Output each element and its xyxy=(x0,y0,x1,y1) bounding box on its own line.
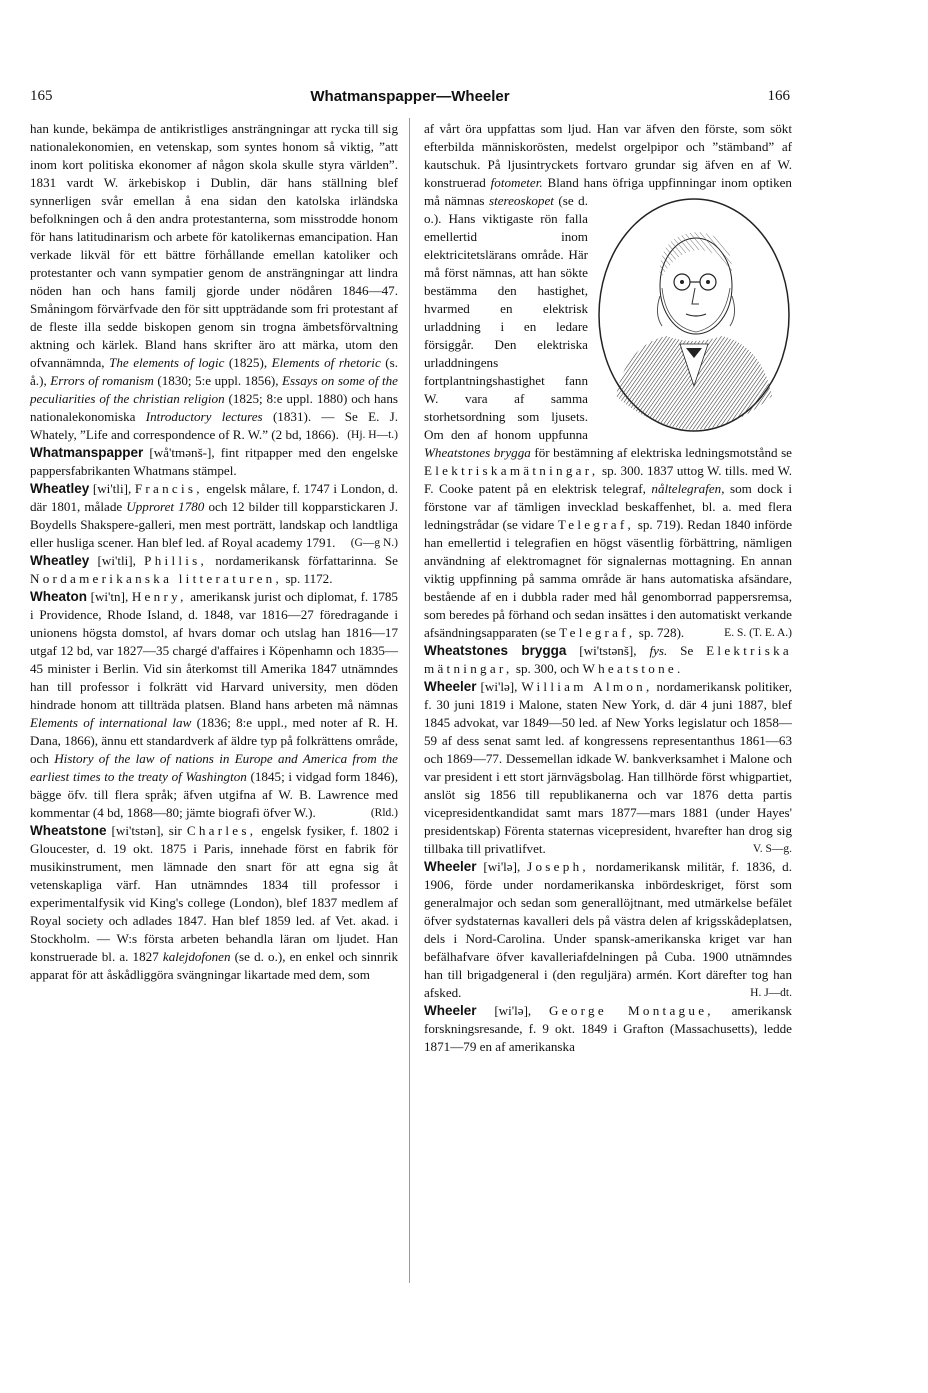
author-signature: (Rld.) xyxy=(370,807,398,819)
work-title: Introductory lectures xyxy=(145,409,263,424)
entry-wheeler-george: Wheeler [wi'lə], George Montague, amerikansk forskningsresande, f. 9 okt. 1849 i Grafton (Massachusetts), ledde 1871—79 en af amerikanska xyxy=(424,1003,792,1054)
entry-wheatley-francis: Wheatley [wi'tli], Francis, engelsk målare, f. 1747 i London, d. där 1801, målade Upproret 1780 och 12 bilder till kopparstickaren J. Boydells Shakspere-galleri, men mest porträtt, landskap och landtliga eller husliga scener. Han blef led. af Royal academy 1791. (G—g N.) xyxy=(30,481,399,550)
work-title: Elements of international law xyxy=(30,715,192,730)
headword: Wheeler xyxy=(424,679,477,694)
headword: Wheatley xyxy=(30,553,90,568)
running-title: Whatmanspapper—Wheeler xyxy=(310,88,510,105)
work-title: kalejdofonen xyxy=(162,949,231,964)
page-number-right: 166 xyxy=(767,88,790,104)
person-name: Francis, xyxy=(134,481,203,496)
author-signature: H. J—dt. xyxy=(750,987,792,999)
pronunciation: [wi'tli], xyxy=(97,553,136,568)
headword: Wheatstones brygga xyxy=(424,643,567,658)
pronunciation: [wi'tn], xyxy=(90,589,129,604)
person-name: William Almon, xyxy=(521,679,653,694)
subject-abbrev: fys. xyxy=(649,643,668,658)
person-name: Charles, xyxy=(186,823,257,838)
author-signature: (G—g N.) xyxy=(350,537,398,549)
cross-reference: Telegraf, xyxy=(559,625,636,640)
author-signature: (Hj. H—t.) xyxy=(347,429,398,441)
cross-reference: Telegraf, xyxy=(557,517,635,532)
author-signature: E. S. (T. E. A.) xyxy=(724,627,792,639)
headword: Wheaton xyxy=(30,589,87,604)
person-name: George Montague, xyxy=(549,1003,714,1018)
portrait-engraving xyxy=(596,196,792,434)
whately-continuation: han kunde, bekämpa de antikristliges ansträngningar att rycka till sig nationalekonomien, en vetenskap, som syntes honom så viktig, ”att inom kort politiska ekonomer af någon skola skulle styra världen”. 1831 vardt W. ärkebiskop i Dublin, där hans ställning blef synnerligen svår emellan å ena sidan den katolska irländska befolkningen och å den andra protestanterna, som misstrodde honom för hans latitudinarism och arbete för katolikernas emancipation. Han verkade likväl för ett bättre förhållande emellan katoliker och protestanter och vann sympatier genom de ansträngningar att lindra nöden han och hans familj gjorde under nödåren 1846—47. Småningom förvärfvade den för sitt uppträdande som fri protestant af de fleste illa sedde biskopen genom sin trogna ämbetsförvaltning aktning och kärlek. Bland hans skrifter äro att märka, utom den ofvannämnda, The elements of logic (1825), Elements of rhetoric (s. å.), Errors of romanism (1830; 5:e uppl. 1856), Essays on some of the peculiarities of the christian religion (1825; 8:e uppl. 1880) och hans nationalekonomiska Introductory lectures (1831). — Se E. J. Whately, ”Life and correspondence of R. W.” (2 bd, 1866). (Hj. H—t.) xyxy=(30,121,399,442)
entry-whatmanspapper: Whatmanspapper [wå'tmənš-], fint ritpapper med den engelske pappersfabrikanten Whatmans stämpel. xyxy=(30,445,398,478)
cross-reference: Nordamerikanska litteraturen, xyxy=(30,571,283,586)
work-title: fotometer. xyxy=(490,175,543,190)
headword: Wheatley xyxy=(30,481,90,496)
person-name: Joseph, xyxy=(527,859,589,874)
wheatstone-continuation: af vårt öra uppfattas som ljud. Han var äfven den förste, som sökt efterbilda människorösten, medelst orgelpipor och ”stämband” af kautschuk. På ljusintryckets fortvaro grundar sig äfven en af W. konstruerad fotometer. Bland hans öfriga uppfinningar inom optiken må nämnas stereoskopet (se d. o.). Hans viktigaste rön falla emellertid inom elektricitetslärans område. Här må först nämnas, att han sökte bestämma den hastighet, hvarmed en elektrisk urladdning i en ledare försiggår. Den elektriska urladdningens fortplantningshastighet fann W. vara af samma storhetsordning som ljusets. Om den af honom uppfunna Wheatstones brygga för bestämning af elektriska ledningsmotstånd se Elektriskamätningar, sp. 300. 1837 uttog W. tills. med W. F. Cooke patent på en elektrisk telegraf, nåltelegrafen, som dock i förstone var af tämligen invecklad beskaffenhet, bl. a. med flera ledningstrådar (se vidare Telegraf, sp. 719). Redan 1840 införde han emellertid i telegrafien en högst väsentlig förbättring, nämligen användning af elektromagnet för signalernas mottagning. En annan viktig uppfinning på samma område är hans automatiska afsändare, bestående af en i dubbla rader med hål genomborrad pappersremsa, som beredes på förhand och sedan insättes i den automatiskt verkande afsändningsapparaten (se Telegraf, sp. 728). E. S. (T. E. A.) xyxy=(424,121,793,640)
work-title: Upproret 1780 xyxy=(126,499,205,514)
pronunciation: [wi'tstən], xyxy=(111,823,164,838)
cross-reference: Wheatstone. xyxy=(582,661,684,676)
entry-wheeler-joseph: Wheeler [wi'lə], Joseph, nordamerikansk militär, f. 1836, d. 1906, förde under nordamerikanska inbördeskriget, först som generalmajor och sedan som generallöjtnant, med utmärkelse befälet öfver sydstaternas kavalleri dels på västra delen af krigsskådeplatsen, dels i Nord-Carolina. Under spansk-amerikanska kriget var han befälhafvare öfver kavalleriafdelningen på Cuba. 1900 utnämndes han till brigadgeneral i (den reguljära) armén. Kort därefter tog han afsked. H. J—dt. xyxy=(424,859,792,1000)
pronunciation: [wi'tstənš], xyxy=(579,643,637,658)
headword: Wheeler xyxy=(424,859,477,874)
cross-reference: Elektriska mätningar, xyxy=(424,643,792,676)
headword: Wheeler xyxy=(424,1003,477,1018)
right-column xyxy=(424,120,792,1056)
work-title: History of the law of nations in Europe and America from the earliest times to the treaty of Washington xyxy=(30,751,398,784)
author-signature: V. S—g. xyxy=(752,843,792,855)
work-title: Errors of romanism xyxy=(50,373,154,388)
person-name: Phillis, xyxy=(144,553,208,568)
pronunciation: [wi'lə], xyxy=(480,679,518,694)
entry-wheatley-phillis: Wheatley [wi'tli], Phillis, nordamerikansk författarinna. Se Nordamerikanska litteraturen, sp. 1172. xyxy=(30,553,398,586)
work-title: Essays on some of the peculiarities of the christian religion xyxy=(30,373,398,406)
entry-wheatstone: Wheatstone [wi'tstən], sir Charles, engelsk fysiker, f. 1802 i Gloucester, d. 19 okt. 1875 i Paris, innehade först en fabrik för musikinstrument, men lämnade den snart för att egna sig åt vetenskapliga värf. Han utnämndes 1834 till professor i experimentalfysik vid King's college (London), blef 1837 medlem af Royal society och adlades 1847. Han blef 1859 led. af Vet. akad. i Stockholm. — W:s första arbeten behandla läran om ljudet. Han konstruerade bl. a. 1827 kalejdofonen (se d. o.), en enkel och sinnrik apparat för att åskådliggöra svängningar likartade med dem, som xyxy=(30,823,398,982)
headword: Whatmanspapper xyxy=(30,445,144,460)
work-title: The elements of logic xyxy=(109,355,225,370)
entry-wheeler-william: Wheeler [wi'lə], William Almon, nordamerikansk politiker, f. 30 juni 1819 i Malone, staten New York, d. där 4 juni 1887, blef 1845 advokat, var 1849—50 led. af New Yorks legislatur och 1858—59 af dess senat samt led. af kongressens representanthus 1861—63 och 1869—77. Dessemellan idkade W. bankverksamhet i Malone och var president i ett stort järnvägsbolag. Han tillhörde först whigpartiet, anslöt sig 1856 till republikanerna och var 1876 detta partis vicepresidentkandidat samt mars 1877—mars 1881 (under Hayes' presidentskap) Förenta staternas vicepresident, hvarefter han drog sig tillbaka till privatlifvet. V. S—g. xyxy=(424,679,792,856)
page-header xyxy=(30,88,790,108)
pronunciation: [wi'tli], xyxy=(92,481,132,496)
headword: Wheatstone xyxy=(30,823,107,838)
left-column xyxy=(30,120,398,984)
work-title: nåltelegrafen, xyxy=(651,481,725,496)
page-number-left: 165 xyxy=(30,88,53,104)
pronunciation: [wi'lə], xyxy=(483,859,521,874)
person-name: Henry, xyxy=(131,589,187,604)
work-title: stereoskopet xyxy=(488,193,554,208)
column-divider xyxy=(409,118,410,1283)
work-title: Wheatstones brygga xyxy=(424,445,531,460)
pronunciation: [wi'lə], xyxy=(494,1003,532,1018)
cross-reference: Elektriskamätningar, xyxy=(424,463,599,478)
work-title: Elements of rhetoric xyxy=(271,355,381,370)
entry-wheaton: Wheaton [wi'tn], Henry, amerikansk jurist och diplomat, f. 1785 i Providence, Rhode Island, d. 1848, var 1816—27 föredragande i unionens högsta domstol, af hvars domar och utslag han 1816—17 utgaf 12 bd, var 1827—35 chargé d'affaires i Köpenhamn och 1835—45 minister i Berlin. Vid sin återkomst till Amerika 1847 utnämndes han till professor i folkrätt vid Harvard university, men döden hindrade honom att tillträda platsen. Bland hans arbeten må nämnas Elements of international law (1836; 8:e uppl., med noter af R. H. Dana, 1866), ännu ett standardverk af äldre typ på folkrättens område, och History of the law of nations in Europe and America from the earliest times to the treaty of Washington (1845; i vidgad form 1846), bägge öfv. till flera språk; äfven utgifna af W. B. Lawrence med kommentar (4 bd, 1868—80; jämte biografi öfver W.). (Rld.) xyxy=(30,589,399,820)
entry-wheatstones-brygga: Wheatstones brygga [wi'tstənš], fys. Se Elektriska mätningar, sp. 300, och Wheatstone. xyxy=(424,643,792,676)
